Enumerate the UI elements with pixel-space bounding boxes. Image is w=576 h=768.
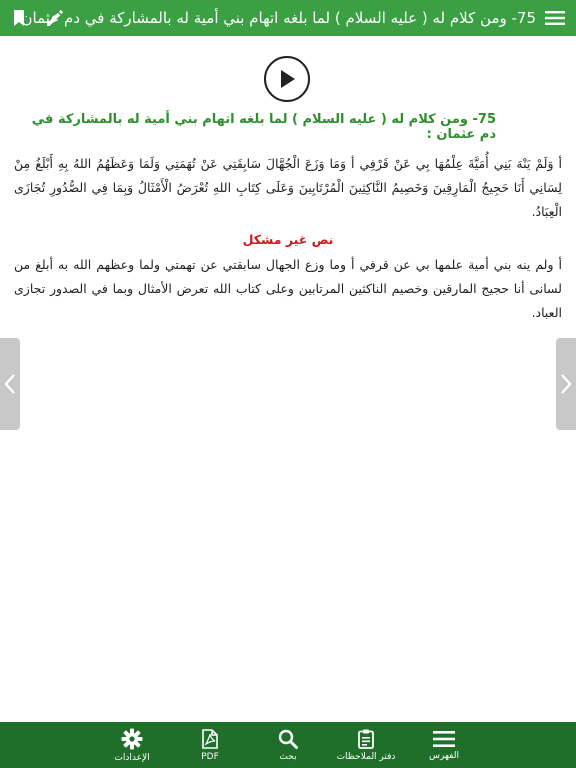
tab-pdf[interactable] xyxy=(175,722,245,768)
tab-index-label: الفهرس xyxy=(429,750,459,761)
tab-search-label: بحث xyxy=(279,751,297,762)
play-icon xyxy=(277,68,297,90)
tab-search[interactable] xyxy=(253,722,323,768)
page-title: 75- ومن كلام له ( عليه السلام ) لما بلغه اتهام بني أمية له بالمشاركة في دم عثمان xyxy=(21,9,536,27)
clipboard-icon xyxy=(358,729,374,749)
menu-icon[interactable] xyxy=(540,0,570,36)
next-page-button[interactable] xyxy=(556,338,576,430)
tab-notes[interactable] xyxy=(331,722,401,768)
tab-notes-label: دفتر الملاحظات xyxy=(336,751,396,762)
sermon-heading: 75- ومن كلام له ( عليه السلام ) لما بلغه اتهام بني أمية له بالمشاركة في دم عثمان : xyxy=(31,112,496,142)
previous-page-button[interactable] xyxy=(0,338,20,430)
bottom-nav xyxy=(0,722,576,768)
gear-icon xyxy=(121,728,143,750)
top-bar xyxy=(0,0,576,36)
tab-pdf-label: PDF xyxy=(201,751,219,762)
pdf-file-icon xyxy=(202,729,218,749)
search-icon xyxy=(278,729,298,749)
plain-text-label: نص غير مشكل xyxy=(242,232,334,247)
sermon-content xyxy=(14,112,562,325)
chevron-right-icon xyxy=(560,373,572,395)
list-icon xyxy=(433,730,455,748)
tab-settings[interactable] xyxy=(97,722,167,768)
tab-index[interactable] xyxy=(409,722,479,768)
play-button[interactable] xyxy=(264,56,310,102)
tab-settings-label: الإعدادات xyxy=(114,752,150,763)
chevron-left-icon xyxy=(4,373,16,395)
diacritized-text: أ وَلَمْ يَنْهَ بَنِي أُمَيَّةَ عِلْمُهَا بِي عَنْ قَرْفِي أ وَمَا وَزَعَ الْجُهَّالَ سَابِقَتِي عَنْ تُهَمَتِي وَلَمَا وَعَظَهُمُ اللهُ بِهِ أَبْلَغُ مِنْ لِسَانِي أَنَا حَجِيجُ الْمَارِقِينَ وَخَصِيمُ النَّاكِثِينَ الْمُرْتَابِينَ وَعَلَى كِتَابِ اللهِ تُعْرَضُ الْأَمْثَالُ وَبِمَا فِي الصُّدُورِ تُجَازَى الْعِبَادُ. xyxy=(14,156,562,219)
plain-text: أ ولم ينه بني أمية علمها بي عن قرفي أ وما وزع الجهال سابقتي عن تهمتي ولما وعظهم الله به أبلغ من لسانى أنا حجيج المارقين وخصيم الناكثين المرتابين وعلى كتاب الله تعرض الأمثال وبما في الصدور تجازى العباد. xyxy=(14,257,562,320)
